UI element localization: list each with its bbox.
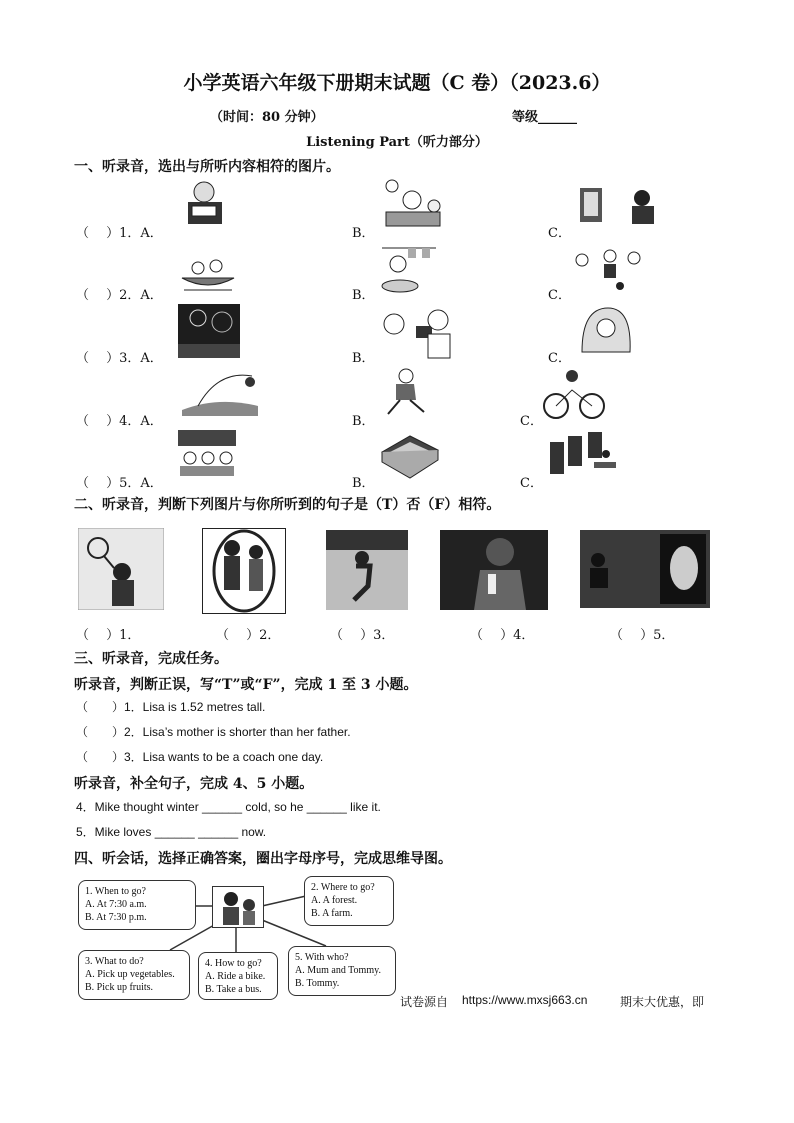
s2-item5: （ ）5． xyxy=(610,628,675,643)
s1-q2-b-label: B． xyxy=(352,288,375,303)
fill-item-5: 5．Mike loves ______ ______ now. xyxy=(76,825,267,839)
fishing-image xyxy=(178,366,262,420)
s1-q4-c-label: C． xyxy=(520,414,543,429)
s1-q1-label: （ ）1．A． xyxy=(76,226,163,241)
s1-q5-b-label: B． xyxy=(352,476,375,491)
fill-item-4: 4．Mike thought winter ______ cold, so he ______ like it. xyxy=(76,800,381,814)
classroom-students-image xyxy=(176,428,238,480)
s1-q3-b-label: B． xyxy=(352,351,375,366)
s1-q4-label: （ ）4．A． xyxy=(76,414,163,429)
box3-question: 3. What to do? xyxy=(85,956,144,967)
time-limit: （时间：80 分钟） xyxy=(210,110,324,125)
footer-url[interactable]: https://www.mxsj663.cn xyxy=(462,993,588,1007)
box5-option-b[interactable]: B. Tommy. xyxy=(295,978,340,989)
box4-question: 4. How to go? xyxy=(205,958,262,969)
mindmap-box-5 xyxy=(288,946,396,996)
tf-item-1: （ ）1．Lisa is 1.52 metres tall. xyxy=(76,700,266,714)
washing-clothes-image xyxy=(378,240,440,294)
tf-item-2: （ ）2．Lisa’s mother is shorter than her father. xyxy=(76,725,351,739)
fireworks-image xyxy=(178,304,240,358)
taking-photos-image xyxy=(380,306,456,360)
s1-q1-c-label: C． xyxy=(548,226,571,241)
box2-option-a[interactable]: A. A forest. xyxy=(311,895,358,906)
cycling-image xyxy=(542,366,606,420)
s2-item4: （ ）4． xyxy=(470,628,535,643)
footer-promo: 期末大优惠，即 xyxy=(620,995,705,1009)
section2-heading: 二、听录音，判断下列图片与你所听到的句子是（T）否（F）相符。 xyxy=(74,497,501,513)
s2-item3: （ ）3． xyxy=(330,628,395,643)
sick-in-blanket-image xyxy=(576,304,634,356)
box1-option-a[interactable]: A. At 7:30 a.m. xyxy=(85,899,147,910)
running-person-image xyxy=(326,530,408,610)
stadium-image xyxy=(376,428,442,484)
family-portrait-icon xyxy=(213,887,263,927)
mindmap-box-3 xyxy=(78,950,190,1000)
box4-option-b[interactable]: B. Take a bus. xyxy=(205,984,262,995)
box1-option-b[interactable]: B. At 7:30 p.m. xyxy=(85,912,147,923)
person-closeup-image xyxy=(440,530,548,610)
s1-q2-label: （ ）2．A． xyxy=(76,288,163,303)
girl-studying-image xyxy=(382,178,444,230)
box5-option-a[interactable]: A. Mum and Tommy. xyxy=(295,965,381,976)
mindmap-center-image xyxy=(212,886,264,928)
section3-heading: 三、听录音，完成任务。 xyxy=(74,651,228,667)
two-people-image xyxy=(202,528,286,614)
tennis-player-image xyxy=(78,528,164,610)
section3-sub1: 听录音，判断正误，写“T”或“F”，完成 1 至 3 小题。 xyxy=(74,677,418,693)
section3-sub2: 听录音，补全句子，完成 4、5 小题。 xyxy=(74,776,314,792)
box3-option-a[interactable]: A. Pick up vegetables. xyxy=(85,969,175,980)
s1-q5-label: （ ）5．A． xyxy=(76,476,163,491)
watching-screen-image xyxy=(580,530,710,608)
mindmap-box-4 xyxy=(198,952,278,1000)
playing-football-image xyxy=(570,246,660,296)
box2-option-b[interactable]: B. A farm. xyxy=(311,908,353,919)
s1-q4-b-label: B． xyxy=(352,414,375,429)
ice-skating-image xyxy=(380,366,436,420)
box3-option-b[interactable]: B. Pick up fruits. xyxy=(85,982,154,993)
s1-q3-label: （ ）3．A． xyxy=(76,351,163,366)
box5-question: 5. With who? xyxy=(295,952,349,963)
s1-q5-c-label: C． xyxy=(520,476,543,491)
box2-question: 2. Where to go? xyxy=(311,882,375,893)
section4-heading: 四、听会话，选择正确答案，圈出字母序号，完成思维导图。 xyxy=(74,851,452,867)
box4-option-a[interactable]: A. Ride a bike. xyxy=(205,971,266,982)
s1-q2-c-label: C． xyxy=(548,288,571,303)
s2-item2: （ ）2． xyxy=(216,628,281,643)
section1-heading: 一、听录音，选出与所听内容相符的图片。 xyxy=(74,159,340,175)
listening-part-label: Listening Part（听力部分） xyxy=(306,135,488,150)
page-title: 小学英语六年级下册期末试题（C 卷）（2023.6） xyxy=(183,72,611,94)
s1-q1-b-label: B． xyxy=(352,226,375,241)
grade-field: 等级______ xyxy=(512,110,578,125)
s2-item1: （ ）1． xyxy=(76,628,141,643)
box1-question: 1. When to go? xyxy=(85,886,146,897)
library-shelves-image xyxy=(548,428,622,478)
mindmap-box-2 xyxy=(304,876,394,926)
footer-source: 试卷源自 xyxy=(400,995,449,1009)
s1-q3-c-label: C． xyxy=(548,351,571,366)
watching-tv-image xyxy=(578,178,658,230)
tf-item-3: （ ）3．Lisa wants to be a coach one day. xyxy=(76,750,324,764)
rowing-boat-image xyxy=(178,240,238,294)
reading-boy-image xyxy=(178,178,234,230)
mindmap-box-1 xyxy=(78,880,196,930)
